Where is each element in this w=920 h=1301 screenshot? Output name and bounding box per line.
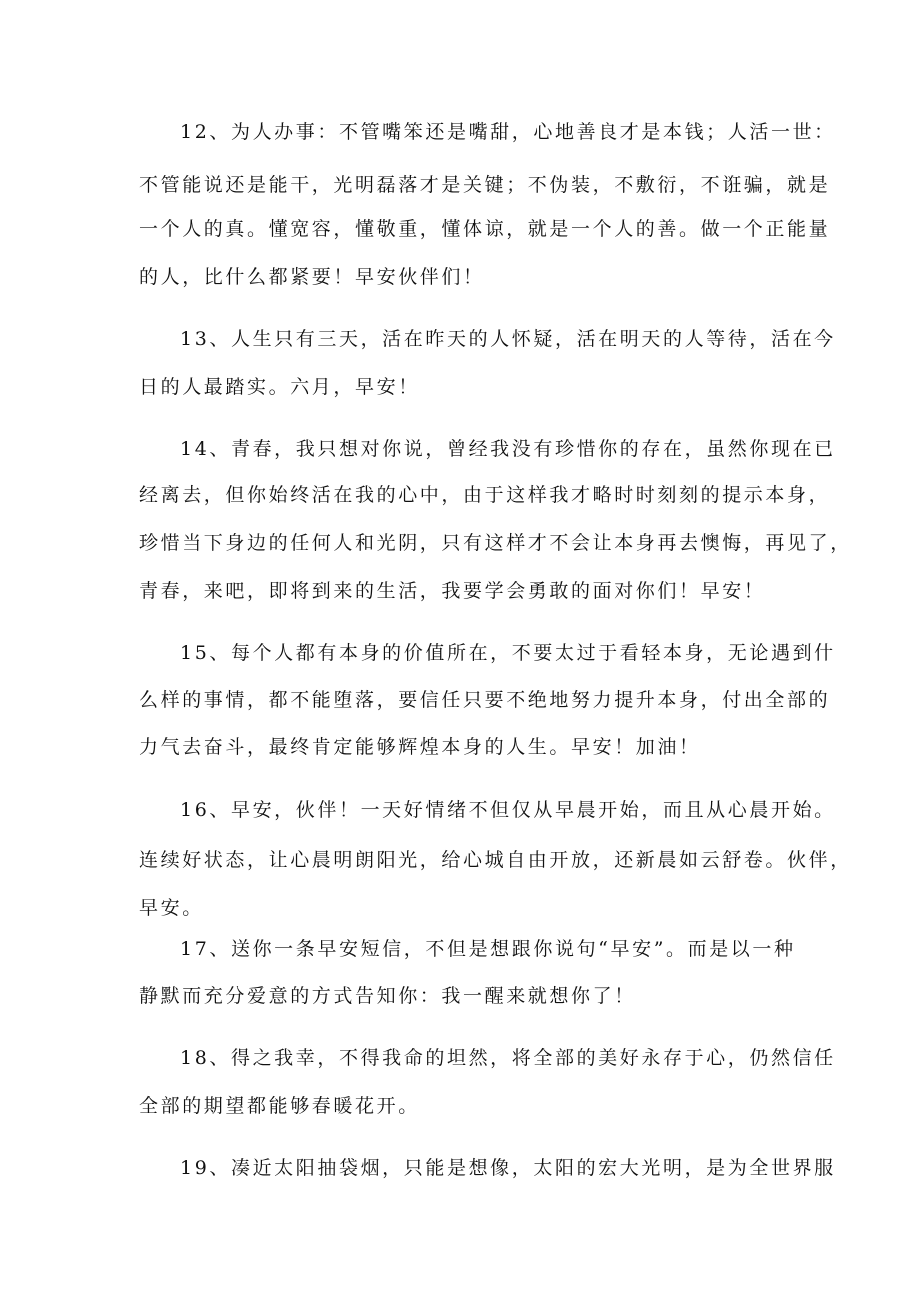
paragraph-16-line-3: 早安。 (139, 897, 204, 919)
paragraph-12-line-3: 一个人的真。懂宽容，懂敬重，懂体谅，就是一个人的善。做一个正能量 (139, 218, 831, 240)
paragraph-12-line-1: 12、为人办事：不管嘴笨还是嘴甜，心地善良才是本钱；人活一世： (180, 121, 836, 143)
paragraph-18-line-2: 全部的期望都能够春暖花开。 (139, 1095, 420, 1117)
paragraph-15-line-2: 么样的事情，都不能堕落，要信任只要不绝地努力提升本身，付出全部的 (139, 689, 831, 711)
paragraph-15-line-1: 15、每个人都有本身的价值所在，不要太过于看轻本身，无论遇到什 (180, 642, 836, 664)
paragraph-14-line-1: 14、青春，我只想对你说，曾经我没有珍惜你的存在，虽然你现在已 (180, 438, 836, 460)
paragraph-15-line-3: 力气去奋斗，最终肯定能够辉煌本身的人生。早安！加油！ (139, 736, 701, 758)
paragraph-19-line-1: 19、凑近太阳抽袋烟，只能是想像，太阳的宏大光明，是为全世界服 (180, 1157, 836, 1179)
paragraph-17-line-2: 静默而充分爱意的方式告知你：我一醒来就想你了！ (139, 985, 636, 1007)
paragraph-14-line-3: 珍惜当下身边的任何人和光阴，只有这样才不会让本身再去懊悔，再见了， (139, 532, 852, 554)
paragraph-16-line-2: 连续好状态，让心晨明朗阳光，给心城自由开放，还新晨如云舒卷。伙伴， (139, 849, 852, 871)
paragraph-12-line-4: 的人，比什么都紧要！早安伙伴们！ (139, 266, 485, 288)
paragraph-14-line-4: 青春，来吧，即将到来的生活，我要学会勇敢的面对你们！早安！ (139, 580, 766, 602)
paragraph-16-line-1: 16、早安，伙伴！一天好情绪不但仅从早晨开始，而且从心晨开始。 (180, 799, 836, 821)
paragraph-12-line-2: 不管能说还是能干，光明磊落才是关键；不伪装，不敷衍，不诳骗，就是 (139, 174, 831, 196)
paragraph-18-line-1: 18、得之我幸，不得我命的坦然，将全部的美好永存于心，仍然信任 (180, 1047, 836, 1069)
paragraph-14-line-2: 经离去，但你始终活在我的心中，由于这样我才略时时刻刻的提示本身， (139, 484, 831, 506)
paragraph-13-line-2: 日的人最踏实。六月，早安！ (139, 376, 420, 398)
paragraph-13-line-1: 13、人生只有三天，活在昨天的人怀疑，活在明天的人等待，活在今 (180, 328, 836, 350)
paragraph-17-line-1: 17、送你一条早安短信，不但是想跟你说句“早安”。而是以一种 (180, 938, 796, 960)
